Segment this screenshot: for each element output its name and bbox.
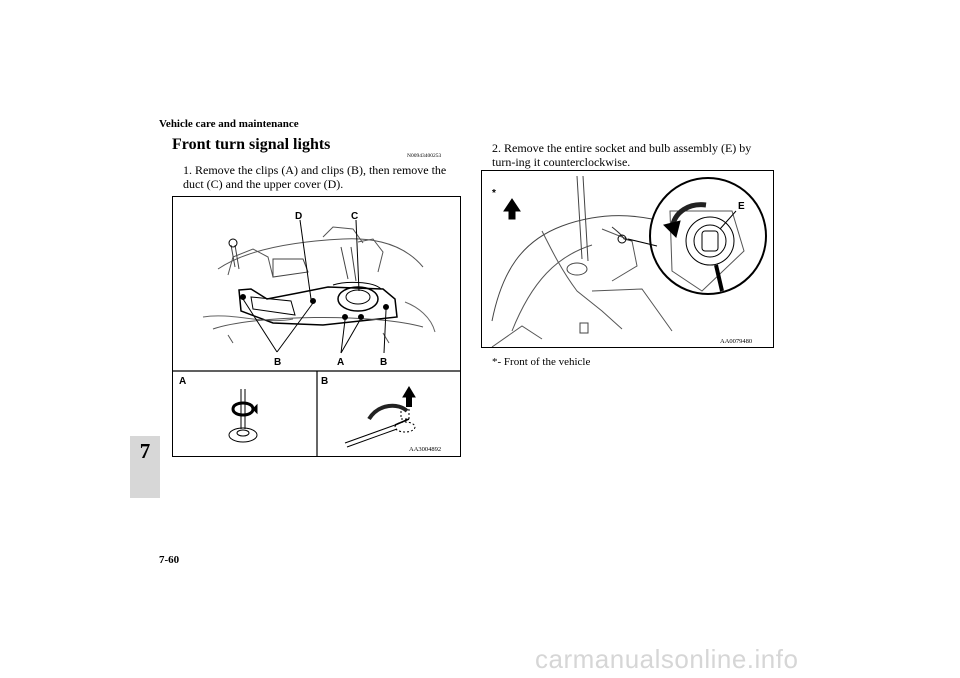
front-note: *- Front of the vehicle xyxy=(492,356,591,368)
watermark: carmanualsonline.info xyxy=(535,644,799,674)
engine-bay-illustration xyxy=(173,197,460,456)
figure-clips-removal xyxy=(172,196,461,457)
label-star: * xyxy=(492,188,496,199)
figure2-code: AA0079480 xyxy=(720,338,753,345)
page-number: 7-60 xyxy=(159,554,180,566)
socket-illustration xyxy=(482,171,773,347)
label-d: D xyxy=(295,211,303,222)
section-code: N00943400253 xyxy=(407,153,442,159)
section-title: Front turn signal lights xyxy=(172,136,331,153)
running-header: Vehicle care and maintenance xyxy=(159,118,299,130)
section-tab-number: 7 xyxy=(139,439,151,463)
label-c: C xyxy=(351,211,359,222)
panel-label-b: B xyxy=(321,376,329,387)
step-2-text: 2. Remove the entire socket and bulb assembly (E) by turn-ing it counterclockwise. xyxy=(492,141,752,169)
section-tab xyxy=(130,436,160,498)
label-e: E xyxy=(738,201,745,212)
panel-label-a: A xyxy=(179,376,187,387)
label-b-left: B xyxy=(274,357,282,368)
figure-socket-removal xyxy=(481,170,774,348)
label-b-right: B xyxy=(380,357,388,368)
label-a: A xyxy=(337,357,345,368)
step-1-text: 1. Remove the clips (A) and clips (B), then remove the duct (C) and the upper cover (D). xyxy=(183,163,447,191)
figure1-code: AA3004892 xyxy=(409,446,442,453)
